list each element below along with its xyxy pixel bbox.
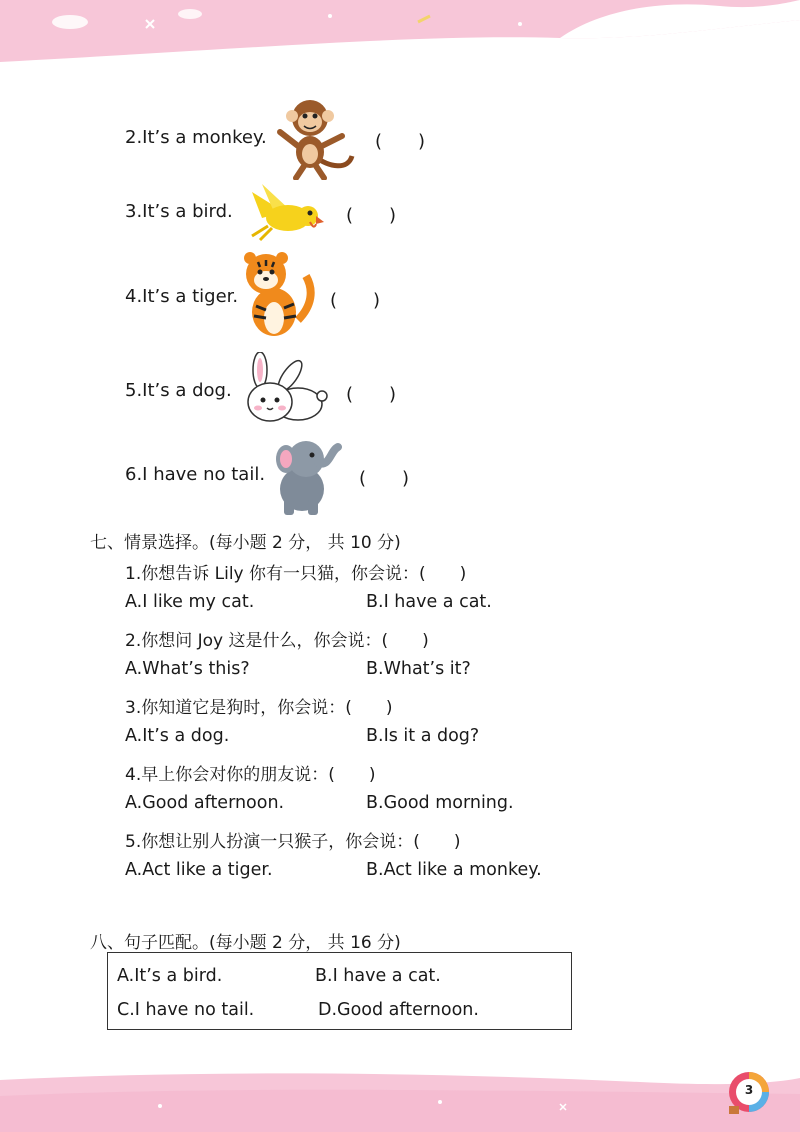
question-text: 4.早上你会对你的朋友说：( ) — [125, 765, 376, 785]
section-8-heading: 八、句子匹配。(每小题 2 分， 共 16 分) — [90, 933, 401, 953]
page-number: 3 — [744, 1083, 754, 1097]
footer-decoration — [0, 1066, 800, 1132]
item-text: 5.It’s a dog. — [125, 380, 232, 401]
answer-blank[interactable]: ( ) — [359, 468, 410, 489]
match-option-a: A.It’s a bird. — [117, 966, 223, 986]
option-a[interactable]: A.It’s a dog. — [125, 726, 230, 746]
section-7-heading: 七、情景选择。(每小题 2 分， 共 10 分) — [90, 533, 401, 553]
option-b[interactable]: B.Is it a dog? — [366, 726, 480, 746]
question-text: 5.你想让别人扮演一只猴子，你会说：( ) — [125, 832, 461, 852]
question-text: 3.你知道它是狗时，你会说：( ) — [125, 698, 393, 718]
bird-icon — [244, 182, 326, 242]
option-b[interactable]: B.Good morning. — [366, 793, 514, 813]
question-text: 1.你想告诉 Lily 你有一只猫，你会说：( ) — [125, 564, 467, 584]
header-decoration — [0, 0, 800, 70]
answer-blank[interactable]: ( ) — [346, 384, 397, 405]
item-text: 2.It’s a monkey. — [125, 127, 267, 148]
answer-blank[interactable]: ( ) — [330, 290, 381, 311]
answer-blank[interactable]: ( ) — [375, 131, 426, 152]
match-option-d: D.Good afternoon. — [318, 1000, 479, 1020]
item-text: 3.It’s a bird. — [125, 201, 233, 222]
option-b[interactable]: B.What’s it? — [366, 659, 471, 679]
rabbit-icon — [238, 352, 328, 426]
item-text: 4.It’s a tiger. — [125, 286, 239, 307]
item-text: 6.I have no tail. — [125, 464, 266, 485]
option-a[interactable]: A.Good afternoon. — [125, 793, 285, 813]
option-a[interactable]: A.Act like a tiger. — [125, 860, 273, 880]
option-b[interactable]: B.I have a cat. — [366, 592, 492, 612]
match-option-c: C.I have no tail. — [117, 1000, 255, 1020]
elephant-icon — [268, 433, 342, 517]
answer-blank[interactable]: ( ) — [346, 205, 397, 226]
tiger-icon — [240, 250, 316, 340]
option-a[interactable]: A.I like my cat. — [125, 592, 255, 612]
match-option-b: B.I have a cat. — [315, 966, 441, 986]
page-number-badge — [727, 1070, 771, 1114]
option-a[interactable]: A.What’s this? — [125, 659, 250, 679]
monkey-icon — [270, 96, 356, 180]
question-text: 2.你想问 Joy 这是什么，你会说：( ) — [125, 631, 429, 651]
option-b[interactable]: B.Act like a monkey. — [366, 860, 542, 880]
